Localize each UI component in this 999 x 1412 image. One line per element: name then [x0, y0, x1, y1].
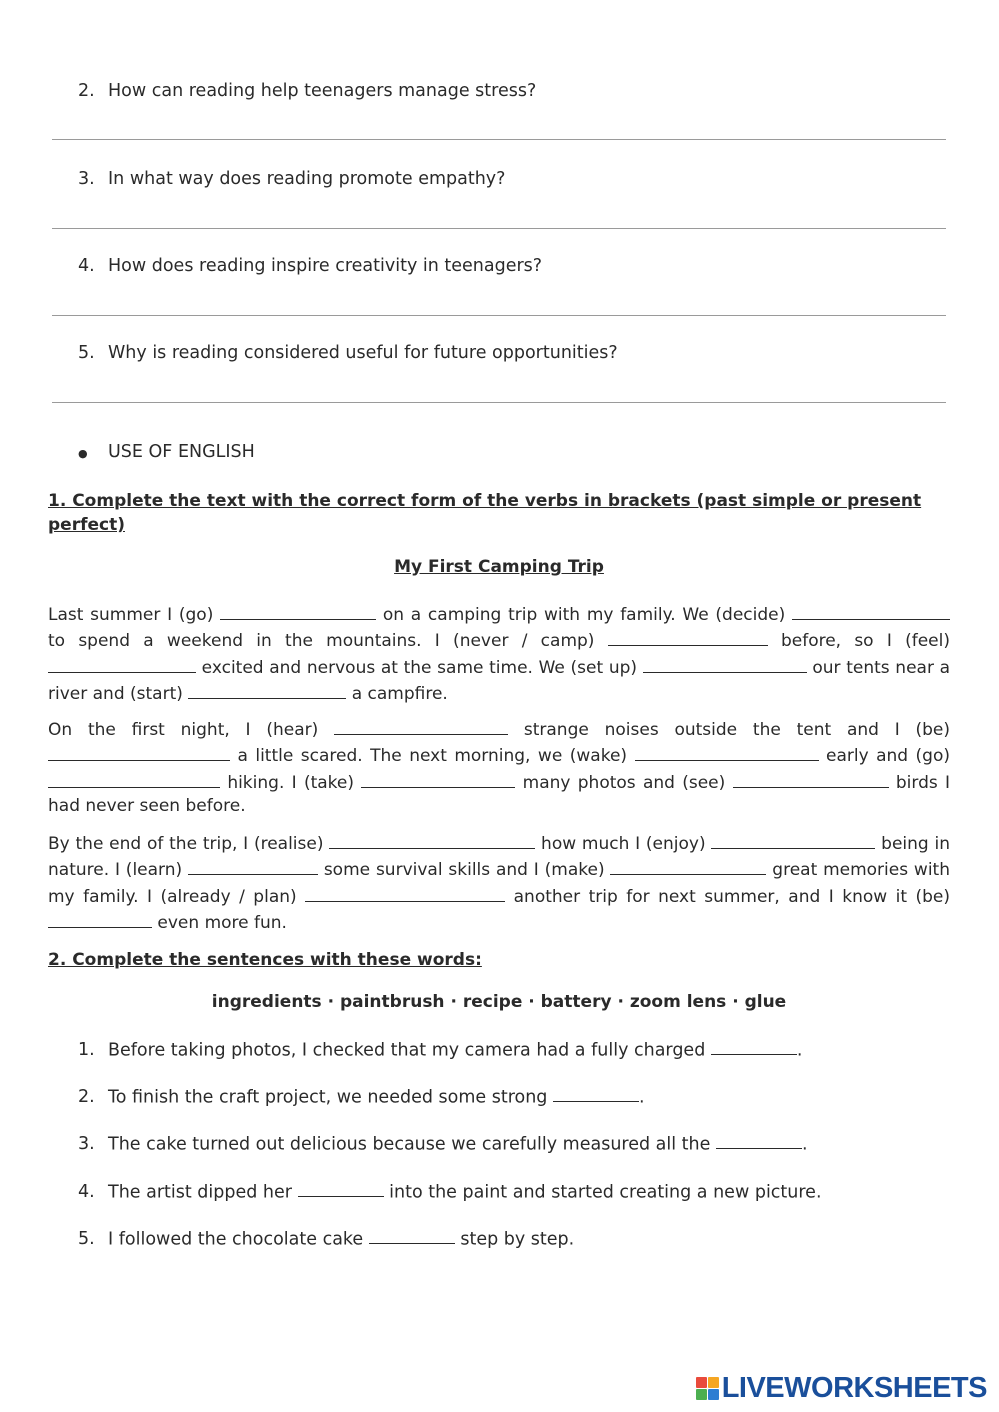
question-5	[78, 343, 618, 363]
story-paragraph-3	[48, 830, 950, 935]
text-segment: Last summer I (go)	[48, 604, 214, 625]
answer-blank[interactable]	[792, 601, 950, 620]
text-segment: Before taking photos, I checked that my camera had a fully charged	[108, 1040, 706, 1061]
story-title: My First Camping Trip	[394, 557, 604, 577]
answer-blank[interactable]	[298, 1178, 384, 1197]
text-segment: before, so I (feel)	[780, 631, 951, 652]
text-segment: The cake turned out delicious because we carefully measured all the	[108, 1134, 711, 1155]
text-segment: .	[638, 1087, 645, 1108]
section-heading	[78, 442, 255, 462]
answer-blank[interactable]	[188, 680, 346, 699]
text-segment: hiking. I (take)	[227, 772, 355, 793]
answer-blank[interactable]	[711, 1036, 797, 1055]
answer-blank[interactable]	[48, 909, 152, 928]
text-segment: a little scared. The next morning, we (wake)	[237, 746, 628, 767]
item-number: 5.	[78, 1229, 95, 1250]
exercise-1-instruction: 1. Complete the text with the correct form of the verbs in brackets (past simple or present perfect)	[48, 491, 922, 535]
story-paragraph-2	[48, 716, 950, 819]
answer-blank[interactable]	[716, 1130, 802, 1149]
answer-blank[interactable]	[711, 830, 875, 849]
answer-blank[interactable]	[305, 883, 505, 902]
answer-blank[interactable]	[369, 1225, 455, 1244]
text-segment: another trip for next summer, and I know it (be)	[513, 886, 951, 907]
word-bank: ingredients · paintbrush · recipe · battery · zoom lens · glue	[211, 992, 787, 1012]
text-segment: .	[796, 1040, 803, 1061]
text-segment: great memories with my family. I (already / plan)	[48, 860, 950, 907]
text-segment: how much I (enjoy)	[541, 833, 706, 854]
logo-mark-icon	[696, 1377, 719, 1400]
logo-tile	[708, 1389, 719, 1400]
text-segment: into the paint and started creating a new picture.	[389, 1182, 822, 1203]
text-segment: excited and nervous at the same time. We (set up)	[201, 657, 638, 678]
text-segment: some survival skills and I (make)	[323, 860, 605, 881]
item-number: 3.	[78, 1134, 95, 1155]
question-number: 5.	[78, 343, 95, 363]
text-segment: birds I had never seen before.	[48, 772, 951, 817]
sentence-item	[78, 1036, 802, 1060]
logo-tile	[696, 1377, 707, 1388]
question-3	[78, 169, 505, 189]
question-text: Why is reading considered useful for future opportunities?	[108, 343, 618, 363]
answer-blank[interactable]	[48, 742, 230, 761]
text-segment: our tents near a river and (start)	[48, 657, 951, 704]
text-segment: a campfire.	[351, 683, 448, 704]
answer-line[interactable]	[52, 228, 946, 229]
text-segment: to spend a weekend in the mountains. I (never / camp)	[48, 631, 595, 652]
answer-blank[interactable]	[361, 769, 515, 788]
item-number: 1.	[78, 1040, 95, 1061]
text-segment: many photos and (see)	[522, 772, 726, 793]
answer-blank[interactable]	[220, 601, 376, 620]
answer-blank[interactable]	[643, 654, 807, 673]
logo-tile	[696, 1389, 707, 1400]
text-segment: on a camping trip with my family. We (decide)	[382, 604, 786, 625]
story-paragraph-1	[48, 601, 950, 706]
answer-line[interactable]	[52, 315, 946, 316]
question-text: In what way does reading promote empathy?	[108, 169, 506, 189]
question-number: 2.	[78, 81, 95, 101]
answer-blank[interactable]	[48, 769, 220, 788]
sentence-item	[78, 1083, 645, 1107]
bullet-icon: ●	[78, 447, 88, 460]
question-2	[78, 81, 536, 101]
text-segment: being in nature. I (learn)	[48, 833, 950, 881]
text-segment: The artist dipped her	[108, 1182, 292, 1203]
answer-blank[interactable]	[329, 830, 535, 849]
answer-blank[interactable]	[334, 716, 508, 735]
answer-blank[interactable]	[553, 1083, 639, 1102]
question-4	[78, 256, 542, 276]
answer-line[interactable]	[52, 402, 946, 403]
question-number: 4.	[78, 256, 95, 276]
question-number: 3.	[78, 169, 95, 189]
text-segment: On the first night, I (hear)	[48, 719, 319, 740]
item-number: 2.	[78, 1087, 95, 1108]
answer-blank[interactable]	[733, 769, 889, 788]
question-text: How does reading inspire creativity in teenagers?	[108, 256, 543, 276]
text-segment: strange noises outside the tent and I (be)	[523, 719, 951, 740]
text-segment: early and (go)	[825, 746, 951, 767]
question-text: How can reading help teenagers manage stress?	[108, 81, 537, 101]
logo-tile	[708, 1377, 719, 1388]
text-segment: even more fun.	[157, 912, 287, 933]
text-segment: .	[801, 1134, 808, 1155]
sentence-item	[78, 1130, 808, 1154]
brand-name: LIVEWORKSHEETS	[721, 1372, 987, 1404]
item-number: 4.	[78, 1182, 95, 1203]
answer-blank[interactable]	[610, 856, 766, 875]
text-segment: step by step.	[460, 1229, 575, 1250]
text-segment: To finish the craft project, we needed some strong	[108, 1087, 548, 1108]
sentence-item	[78, 1178, 822, 1202]
exercise-2-instruction: 2. Complete the sentences with these words:	[48, 950, 482, 970]
answer-line[interactable]	[52, 139, 946, 140]
text-segment: By the end of the trip, I (realise)	[48, 833, 324, 854]
answer-blank[interactable]	[188, 856, 318, 875]
liveworksheets-logo[interactable]	[696, 1372, 987, 1405]
text-segment: I followed the chocolate cake	[108, 1229, 364, 1250]
answer-blank[interactable]	[48, 654, 196, 673]
section-title: USE OF ENGLISH	[108, 442, 255, 462]
sentence-item	[78, 1225, 574, 1249]
answer-blank[interactable]	[635, 742, 819, 761]
answer-blank[interactable]	[608, 627, 768, 646]
